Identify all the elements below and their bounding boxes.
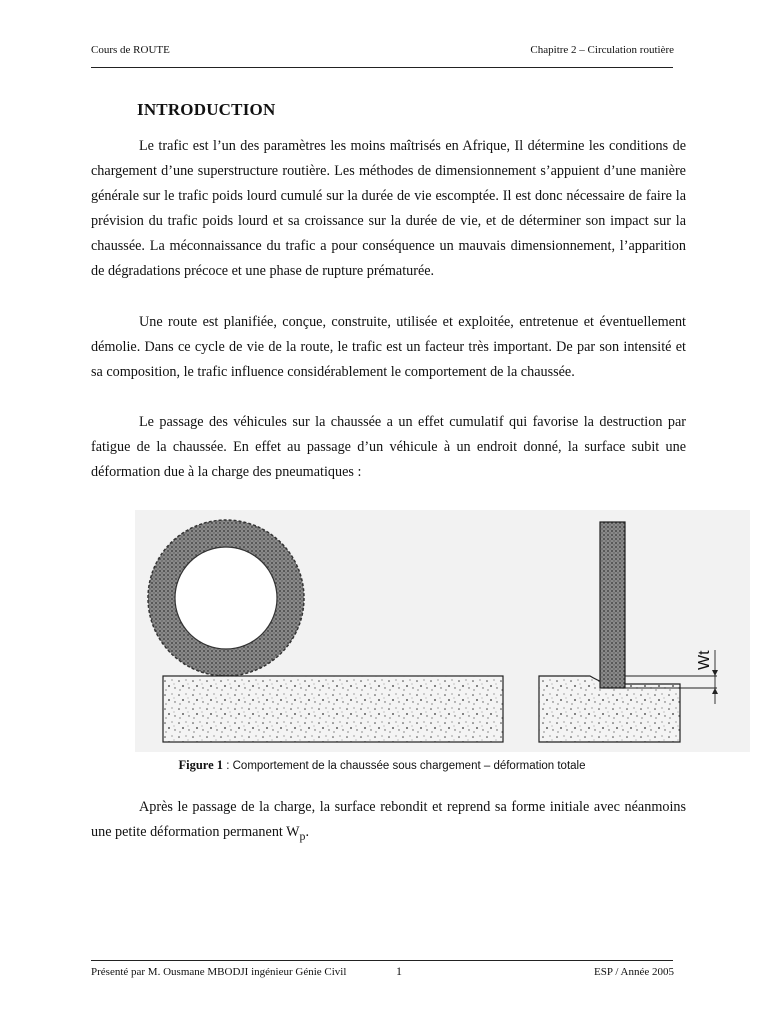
paragraph-after-figure xyxy=(91,795,686,849)
figure-pavement-deformation xyxy=(135,510,750,752)
paragraph-after-figure-end: . xyxy=(305,824,309,840)
section-title: INTRODUCTION xyxy=(137,100,276,119)
permanent-deformation-subscript: p xyxy=(299,828,306,843)
footer-institution-year: ESP / Année 2005 xyxy=(594,966,674,978)
tyre-illustration xyxy=(148,520,304,676)
figure-caption-label: Figure 1 xyxy=(178,758,224,772)
figure-caption xyxy=(91,758,673,773)
footer-divider xyxy=(91,960,673,961)
header-course-title: Cours de ROUTE xyxy=(91,44,170,56)
paragraph-2: Une route est planifiée, conçue, construite, utilisée et exploitée, entretenue et éventuellement démolie. Dans ce cycle de vie de la route, le trafic est un facteur très important. De par son intensité et sa composition, le trafic influence considérablement le comportement de la chaussée. xyxy=(91,314,686,380)
footer-author: Présenté par M. Ousmane MBODJI ingénieur Génie Civil xyxy=(91,966,347,978)
paragraph-3: Le passage des véhicules sur la chaussée a un effet cumulatif qui favorise la destruction par fatigue de la chaussée. En effet au passage d’un véhicule à un endroit donné, la surface subit une déformation due à la charge des pneumatiques : xyxy=(91,414,686,480)
paragraph-1: Le trafic est l’un des paramètres les moins maîtrisés en Afrique, Il détermine les conditions de chargement d’une superstructure routière. Les méthodes de dimensionnement s’appuient d’une manière générale sur le trafic poids lourd cumulé sur la durée de vie escomptée. Il est donc nécessaire de faire la prévision du trafic poids lourd et sa croissance sur la durée de vie, et de déterminer son impact sur la chaussée. La méconnaissance du trafic a pour conséquence un mauvais dimensionnement, l’apparition de dégradations précoce et une phase de rupture prématurée. xyxy=(91,138,686,279)
header-divider xyxy=(91,67,673,68)
header-chapter-title: Chapitre 2 – Circulation routière xyxy=(530,44,674,56)
pavement-block-left xyxy=(163,676,503,742)
paragraph-after-figure-text: Après le passage de la charge, la surface rebondit et reprend sa forme initiale avec néanmoins une petite déformation permanent W xyxy=(91,799,686,840)
page-number: 1 xyxy=(396,964,402,978)
figure-caption-text: : Comportement de la chaussée sous chargement – déformation totale xyxy=(223,760,586,772)
wt-label: Wt xyxy=(696,650,713,670)
